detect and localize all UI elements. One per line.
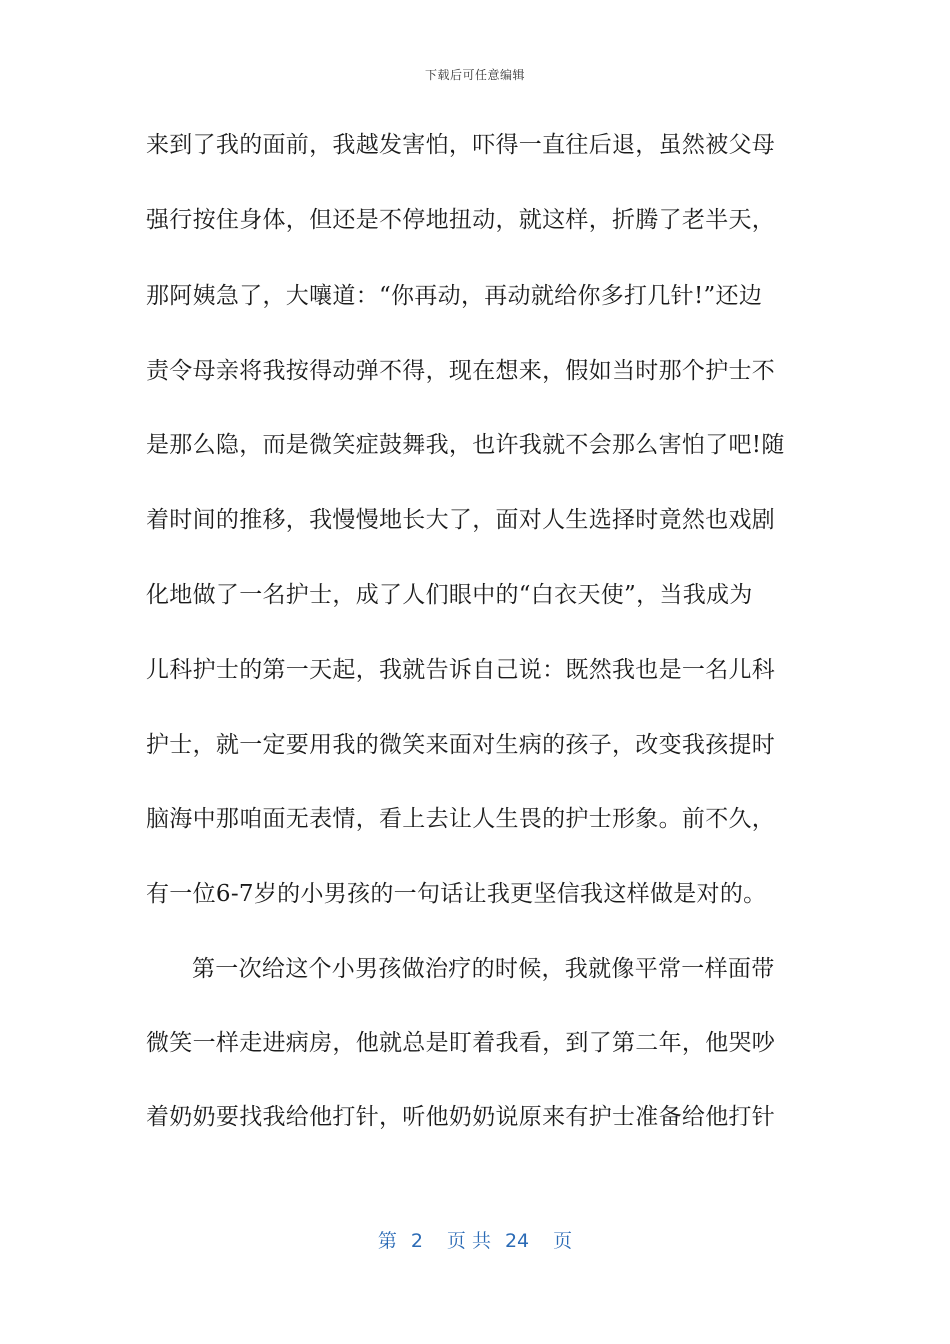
paragraph-line: 来到了我的面前，我越发害怕，吓得一直往后退，虽然被父母 xyxy=(146,132,776,158)
paragraph-line: 微笑一样走进病房，他就总是盯着我看，到了第二年，他哭吵 xyxy=(146,1030,776,1056)
paragraph-line: 着奶奶要找我给他打针，听他奶奶说原来有护士准备给他打针 xyxy=(146,1104,776,1130)
page-number-total: 24 xyxy=(504,1230,530,1252)
paragraph-line: 儿科护士的第一天起，我就告诉自己说：既然我也是一名儿科 xyxy=(146,657,776,683)
paragraph-line: 是那么隐，而是微笑症鼓舞我，也许我就不会那么害怕了吧!随 xyxy=(146,432,785,458)
paragraph-line: 那阿姨急了，大嚷道：“你再动，再动就给你多打几针!”还边 xyxy=(146,283,763,309)
paragraph-line: 有一位6-7岁的小男孩的一句话让我更坚信我这样做是对的。 xyxy=(146,881,767,907)
paragraph-line: 着时间的推移，我慢慢地长大了，面对人生选择时竟然也戏剧 xyxy=(146,507,776,533)
page-footer xyxy=(0,1226,950,1253)
paragraph-line: 责令母亲将我按得动弹不得，现在想来，假如当时那个护士不 xyxy=(146,358,776,384)
paragraph-line: 化地做了一名护士，成了人们眼中的“白衣天使”，当我成为 xyxy=(146,582,753,608)
page-header: 下载后可任意编辑 xyxy=(424,68,525,82)
paragraph-line: 第一次给这个小男孩做治疗的时候，我就像平常一样面带 xyxy=(192,956,775,982)
page-number-prefix: 第 xyxy=(377,1230,397,1252)
page-number-current: 2 xyxy=(410,1230,423,1252)
paragraph-line: 护士，就一定要用我的微笑来面对生病的孩子，改变我孩提时 xyxy=(146,732,776,758)
page-number-suffix: 页 xyxy=(553,1230,573,1252)
paragraph-line: 脑海中那咱面无表情，看上去让人生畏的护士形象。前不久， xyxy=(146,806,776,832)
paragraph-line: 强行按住身体，但还是不停地扭动，就这样，折腾了老半天， xyxy=(146,207,776,233)
page-number-middle: 页 共 xyxy=(446,1230,491,1252)
